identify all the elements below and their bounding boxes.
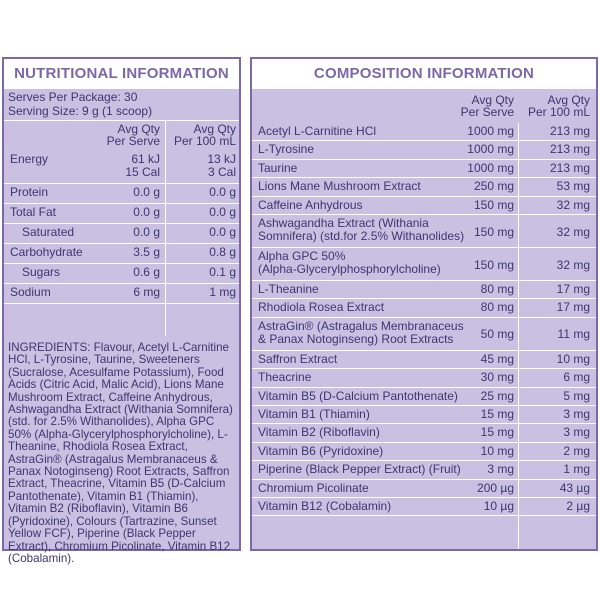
composition-title: COMPOSITION INFORMATION	[252, 59, 596, 89]
nutrition-row-per-100ml	[168, 286, 236, 299]
nutrition-row-per-serve	[94, 286, 160, 299]
composition-row-per-serve	[448, 259, 514, 272]
nutrition-row-per-100ml	[168, 153, 236, 179]
nutrition-row	[4, 151, 239, 184]
nutrition-row-value: 0.6 g	[133, 265, 160, 279]
composition-row-per-100ml	[522, 226, 590, 239]
nutrition-row-per-serve	[94, 266, 160, 279]
nutrition-row-name-line: Carbohydrate	[10, 245, 83, 259]
divider	[4, 120, 239, 121]
composition-row	[252, 424, 596, 442]
composition-row-value: 200 µg	[477, 480, 514, 495]
composition-row-name	[258, 482, 369, 495]
nutrition-row-per-100ml	[168, 246, 236, 259]
composition-row-name	[258, 125, 376, 138]
composition-row-per-100ml	[522, 371, 590, 384]
composition-row	[252, 369, 596, 387]
composition-row-name	[258, 353, 337, 366]
nutrition-row-value: 13 kJ	[207, 152, 236, 166]
nutrition-row-value: 1 mg	[209, 285, 236, 299]
nutrition-row-value: 61 kJ	[131, 152, 160, 166]
composition-row-name-line: Taurine	[258, 160, 298, 175]
nutrition-row-name-line: Total Fat	[10, 205, 57, 219]
composition-row-value: 80 mg	[480, 282, 514, 296]
nutrition-row-value: 3 Cal	[207, 165, 236, 179]
nutrition-row-value: 6 mg	[133, 285, 160, 299]
composition-row-per-100ml	[522, 463, 590, 476]
composition-row-name-line: Lions Mane Mushroom Extract	[258, 179, 421, 194]
composition-row-name	[258, 250, 441, 276]
composition-row-value: 1000 mg	[467, 160, 514, 175]
composition-row-value: 1000 mg	[467, 124, 514, 138]
composition-row	[252, 299, 596, 317]
composition-row-value: 150 mg	[473, 224, 514, 239]
comp-col2-header	[520, 94, 590, 118]
nutrition-row-value: 0.0 g	[209, 225, 236, 239]
nutrition-row-name-line: Sodium	[10, 285, 51, 299]
composition-row-per-100ml	[522, 180, 590, 193]
nutrition-row-value: 0.0 g	[209, 205, 236, 219]
composition-row-per-serve	[448, 353, 514, 366]
nut-col2-header-line1: Avg Qty	[193, 122, 236, 136]
composition-row	[252, 248, 596, 281]
composition-row	[252, 197, 596, 215]
composition-row-value: 150 mg	[473, 257, 514, 272]
nutrition-row	[4, 204, 239, 224]
composition-row-name	[258, 408, 370, 421]
nutrition-row-value: 0.0 g	[133, 185, 160, 199]
nutrition-row-name	[22, 266, 60, 279]
composition-row-per-serve	[448, 125, 514, 138]
composition-row-per-serve	[448, 328, 514, 341]
composition-row-name-line: L-Theanine	[258, 282, 319, 296]
composition-row-name-line: Theacrine	[258, 370, 312, 385]
comp-col1-header	[452, 94, 514, 118]
composition-row-per-serve	[448, 283, 514, 296]
composition-row-per-100ml	[522, 162, 590, 175]
nutrition-row-value: 0.0 g	[209, 185, 236, 199]
comp-col1-header-line1: Avg Qty	[471, 93, 514, 107]
nutritional-title: NUTRITIONAL INFORMATION	[4, 59, 239, 89]
composition-row	[252, 215, 596, 248]
composition-row-value: 15 mg	[480, 407, 514, 421]
composition-row-name	[258, 390, 458, 403]
nut-col1-header-line2: Per Serve	[106, 134, 160, 148]
nut-col2-header-line2: Per 100 mL	[173, 134, 236, 148]
ingredients-text: INGREDIENTS: Flavour, Acetyl L-Carnitine HCl, L-Tyrosine, Taurine, Sweeteners (Sucralose, Acesulfame Potassium), Food Acids (Citric Acid, Malic Acid), Lions Mane Mushroom Extract, Caffeine Anhydrous, Ashwagandha Extract (Withania Somnifera) (std. for 2.5% Withanolides), Alpha GPC 50% (Alpha-Glycerylphosphorylcholine), L-Theanine, Rhodiola Rosea Extract, AstraGin® (Astragalus Membranaceus & Panax Notoginseng) Root Extracts, Saffron Extract, Theacrine, Vitamin B5 (D-Calcium Pantothenate), Vitamin B1 (Thiamin), Vitamin B2 (Riboflavin), Vitamin B6 (Pyridoxine), Colours (Tartrazine, Sunset Yellow FCF), Piperine (Black Pepper Extract), Chromium Picolinate, Vitamin B12 (Cobalamin).	[8, 341, 233, 565]
composition-row-per-100ml	[522, 408, 590, 421]
composition-row-name-line: Vitamin B1 (Thiamin)	[258, 407, 370, 421]
comp-col1-header-line2: Per Serve	[460, 105, 514, 119]
nutrition-row-per-100ml	[168, 226, 236, 239]
nutrition-row	[4, 184, 239, 204]
composition-row-name	[258, 320, 464, 346]
composition-row	[252, 178, 596, 196]
composition-row-per-100ml	[522, 143, 590, 156]
composition-row-name-line: Chromium Picolinate	[258, 480, 369, 495]
composition-row-per-100ml	[522, 390, 590, 403]
nutrition-row-value: 0.0 g	[133, 225, 160, 239]
nutrition-row-name	[22, 226, 74, 239]
composition-row-value: 150 mg	[473, 197, 514, 212]
composition-row-name	[258, 371, 311, 384]
composition-row-value: 213 mg	[549, 160, 590, 175]
composition-row	[252, 160, 596, 178]
nutrition-row-per-serve	[94, 206, 160, 219]
nutrition-row	[4, 244, 239, 264]
divider	[165, 121, 166, 336]
composition-row-name	[258, 500, 391, 513]
composition-row-per-serve	[448, 143, 514, 156]
nutrition-row-per-100ml	[168, 186, 236, 199]
composition-row-value: 10 µg	[483, 499, 514, 513]
nutrition-row-per-100ml	[168, 266, 236, 279]
composition-row-value: 3 mg	[563, 425, 590, 440]
nutrition-body	[4, 89, 239, 565]
nutrition-row	[4, 224, 239, 244]
composition-row-name	[258, 426, 380, 439]
composition-row-value: 17 mg	[556, 300, 590, 315]
composition-row-per-serve	[448, 445, 514, 458]
composition-row-value: 17 mg	[556, 282, 590, 296]
composition-row-name	[258, 463, 461, 476]
composition-row-value: 30 mg	[480, 370, 514, 385]
composition-row-value: 1 mg	[563, 462, 590, 477]
nutrition-row-value: 0.8 g	[209, 245, 236, 259]
composition-row	[252, 480, 596, 498]
composition-row	[252, 318, 596, 351]
composition-row-value: 6 mg	[563, 370, 590, 385]
composition-row-value: 2 mg	[563, 443, 590, 458]
composition-row-value: 10 mg	[480, 443, 514, 458]
composition-row-name	[258, 180, 421, 193]
composition-row-value: 80 mg	[480, 300, 514, 315]
nut-col1-header-line1: Avg Qty	[117, 122, 160, 136]
nutrition-row	[4, 284, 239, 304]
composition-row-per-100ml	[522, 301, 590, 314]
composition-row-name	[258, 217, 464, 243]
composition-row-per-100ml	[522, 500, 590, 513]
composition-row-per-100ml	[522, 445, 590, 458]
composition-row-per-serve	[448, 463, 514, 476]
composition-row-value: 250 mg	[473, 179, 514, 194]
composition-row	[252, 498, 596, 516]
composition-row	[252, 141, 596, 159]
composition-row-value: 2 µg	[566, 499, 590, 513]
comp-col2-header-line1: Avg Qty	[547, 93, 590, 107]
composition-row-value: 25 mg	[480, 388, 514, 403]
composition-row-value: 43 µg	[559, 480, 590, 495]
nutrition-row-name	[10, 246, 83, 259]
composition-row-value: 32 mg	[556, 224, 590, 239]
composition-row-name-line: Caffeine Anhydrous	[258, 197, 363, 212]
composition-row-value: 45 mg	[480, 351, 514, 366]
nutrition-row-name-line: Energy	[10, 152, 49, 166]
composition-row	[252, 281, 596, 299]
nutrition-row-value: 15 Cal	[125, 165, 160, 179]
composition-row-per-100ml	[522, 283, 590, 296]
nutrition-row-name-line: Protein	[10, 185, 49, 199]
composition-row-per-serve	[448, 500, 514, 513]
composition-row	[252, 351, 596, 369]
nutrition-row-per-100ml	[168, 206, 236, 219]
composition-row-name-line: Piperine (Black Pepper Extract) (Fruit)	[258, 462, 461, 477]
nut-col2-header	[168, 123, 236, 147]
composition-row-value: 32 mg	[556, 197, 590, 212]
composition-row-name	[258, 162, 297, 175]
composition-row-value: 15 mg	[480, 425, 514, 440]
composition-row-value: 1000 mg	[467, 142, 514, 157]
composition-row-name-line: Vitamin B6 (Pyridoxine)	[258, 443, 384, 458]
composition-row-name-line: Rhodiola Rosea Extract	[258, 300, 385, 315]
composition-row-per-100ml	[522, 259, 590, 272]
composition-row-per-100ml	[522, 482, 590, 495]
composition-row	[252, 123, 596, 141]
composition-row-value: 3 mg	[487, 462, 514, 477]
composition-row-name-line: L-Tyrosine	[258, 142, 315, 157]
composition-row-value: 213 mg	[549, 124, 590, 138]
composition-row-per-serve	[448, 162, 514, 175]
composition-row-per-serve	[448, 199, 514, 212]
serving-size: Serving Size: 9 g (1 scoop)	[8, 104, 153, 118]
composition-row-value: 50 mg	[480, 327, 514, 342]
composition-row-per-100ml	[522, 426, 590, 439]
composition-row	[252, 461, 596, 479]
nutrition-row-per-serve	[94, 226, 160, 239]
nutritional-information-panel	[2, 57, 241, 565]
composition-row-name-line: & Panax Notoginseng) Root Extracts	[258, 331, 454, 346]
composition-row-name-line: Vitamin B12 (Cobalamin)	[258, 499, 392, 513]
composition-row	[252, 443, 596, 461]
composition-row-per-100ml	[522, 125, 590, 138]
composition-row-name-line: AstraGin® (Astragalus Membranaceus	[258, 318, 464, 333]
composition-row-value: 5 mg	[563, 388, 590, 403]
nutrition-row-name	[10, 206, 56, 219]
composition-row-value: 53 mg	[556, 179, 590, 194]
composition-row-name-line: Saffron Extract	[258, 351, 338, 366]
nutrition-row-per-serve	[94, 153, 160, 179]
composition-row-value: 3 mg	[563, 407, 590, 421]
composition-row-per-serve	[448, 226, 514, 239]
composition-row-name-line: Ashwagandha Extract (Withania	[258, 216, 429, 230]
nutrition-row-value: 3.5 g	[133, 245, 160, 259]
composition-row-name-line: Vitamin B2 (Riboflavin)	[258, 425, 380, 440]
composition-row-name-line: (Alpha-Glycerylphosphorylcholine)	[258, 262, 441, 276]
composition-row-name	[258, 143, 314, 156]
nutrition-row-name	[10, 286, 51, 299]
composition-row-value: 11 mg	[557, 327, 590, 342]
nutrition-row-value: 0.0 g	[133, 205, 160, 219]
composition-row-per-100ml	[522, 199, 590, 212]
comp-col2-header-line2: Per 100 mL	[527, 105, 590, 119]
composition-row-name	[258, 445, 383, 458]
nutrition-row-name-line: Sugars	[22, 265, 61, 279]
composition-row-per-serve	[448, 371, 514, 384]
nutrition-row-per-serve	[94, 246, 160, 259]
nutrition-row-name	[10, 186, 48, 199]
composition-row-name	[258, 301, 384, 314]
composition-row-per-serve	[448, 482, 514, 495]
nutrition-row-name	[10, 153, 48, 166]
composition-row-value: 32 mg	[556, 257, 590, 272]
nut-col1-header	[100, 123, 160, 147]
composition-row-per-100ml	[522, 353, 590, 366]
composition-row-name-line: Somnifera) (std.for 2.5% Withanolides)	[258, 229, 465, 243]
composition-row-per-100ml	[522, 328, 590, 341]
composition-body	[252, 89, 596, 549]
nutrition-row-value: 0.1 g	[209, 265, 236, 279]
composition-row	[252, 388, 596, 406]
nutrition-row	[4, 264, 239, 284]
composition-row-per-serve	[448, 390, 514, 403]
nutrition-row-per-serve	[94, 186, 160, 199]
divider	[518, 123, 519, 549]
composition-row-name-line: Alpha GPC 50%	[258, 249, 346, 263]
composition-row-name-line: Acetyl L-Carnitine HCl	[258, 124, 377, 138]
composition-row	[252, 406, 596, 424]
serves-per-package: Serves Per Package: 30	[8, 90, 138, 104]
composition-row-value: 213 mg	[549, 142, 590, 157]
composition-row-name	[258, 199, 363, 212]
composition-row-name-line: Vitamin B5 (D-Calcium Pantothenate)	[258, 388, 458, 403]
composition-row-value: 10 mg	[556, 351, 590, 366]
composition-row-per-serve	[448, 408, 514, 421]
composition-row-per-serve	[448, 301, 514, 314]
nutrition-row-name-line: Saturated	[22, 225, 75, 239]
composition-information-panel	[250, 57, 598, 551]
composition-row-per-serve	[448, 426, 514, 439]
composition-row-name	[258, 283, 319, 296]
composition-row-per-serve	[448, 180, 514, 193]
